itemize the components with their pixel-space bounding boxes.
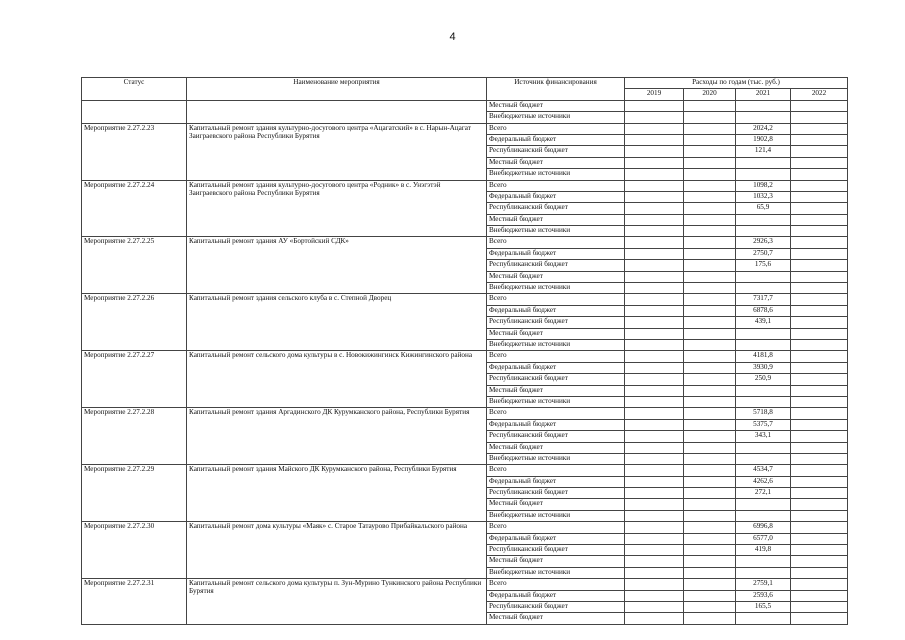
amount-2022	[791, 146, 848, 157]
amount-2022	[791, 613, 848, 624]
funding-source-cell: Федеральный бюджет	[487, 305, 625, 316]
amount-2020	[684, 237, 736, 248]
funding-source-cell: Всего	[487, 294, 625, 305]
amount-2021	[736, 157, 791, 168]
table-row	[82, 294, 848, 305]
amount-2020	[684, 408, 736, 419]
amount-2022	[791, 134, 848, 145]
amount-2021	[736, 328, 791, 339]
amount-2021	[736, 169, 791, 180]
amount-2021	[736, 442, 791, 453]
table-body	[82, 100, 848, 624]
amount-2020	[684, 488, 736, 499]
amount-2022	[791, 396, 848, 407]
amount-2021: 1902,8	[736, 134, 791, 145]
amount-2020	[684, 431, 736, 442]
amount-2019	[625, 419, 684, 430]
amount-2019	[625, 351, 684, 362]
funding-source-cell: Местный бюджет	[487, 100, 625, 111]
funding-source-cell: Республиканский бюджет	[487, 601, 625, 612]
amount-2022	[791, 237, 848, 248]
amount-2021: 1098,2	[736, 180, 791, 191]
amount-2021: 2024,2	[736, 123, 791, 134]
funding-source-cell: Местный бюджет	[487, 499, 625, 510]
amount-2022	[791, 214, 848, 225]
amount-2021: 272,1	[736, 488, 791, 499]
funding-source-cell: Республиканский бюджет	[487, 488, 625, 499]
amount-2019	[625, 248, 684, 259]
amount-2020	[684, 556, 736, 567]
amount-2022	[791, 294, 848, 305]
amount-2020	[684, 180, 736, 191]
amount-cell	[684, 112, 736, 123]
amount-2019	[625, 408, 684, 419]
funding-source-cell: Республиканский бюджет	[487, 374, 625, 385]
amount-2019	[625, 169, 684, 180]
amount-2019	[625, 488, 684, 499]
amount-2022	[791, 271, 848, 282]
amount-2021: 343,1	[736, 431, 791, 442]
funding-source-cell: Всего	[487, 465, 625, 476]
amount-2022	[791, 567, 848, 578]
amount-2022	[791, 191, 848, 202]
amount-2022	[791, 169, 848, 180]
funding-source-cell: Всего	[487, 180, 625, 191]
amount-2022	[791, 157, 848, 168]
funding-source-cell: Федеральный бюджет	[487, 419, 625, 430]
measure-name: Капитальный ремонт здания Аргадинского ДК Курумканского района, Республики Бурятия	[187, 408, 487, 465]
amount-2019	[625, 339, 684, 350]
amount-2021: 2593,6	[736, 590, 791, 601]
measure-name-cell	[187, 112, 487, 123]
amount-2020	[684, 294, 736, 305]
amount-2020	[684, 191, 736, 202]
funding-source-cell: Внебюджетные источники	[487, 453, 625, 464]
measure-name-cell	[187, 100, 487, 111]
amount-2019	[625, 374, 684, 385]
amount-2019	[625, 556, 684, 567]
amount-2020	[684, 226, 736, 237]
amount-2022	[791, 283, 848, 294]
funding-source-cell: Внебюджетные источники	[487, 283, 625, 294]
amount-2019	[625, 157, 684, 168]
amount-2020	[684, 248, 736, 259]
measure-name: Капитальный ремонт здания АУ «Бортойский СДК»	[187, 237, 487, 294]
amount-2022	[791, 374, 848, 385]
amount-2021: 439,1	[736, 317, 791, 328]
amount-2022	[791, 453, 848, 464]
measure-status: Мероприятие 2.27.2.27	[82, 351, 187, 408]
funding-source-cell: Внебюджетные источники	[487, 510, 625, 521]
amount-2020	[684, 134, 736, 145]
measure-status: Мероприятие 2.27.2.28	[82, 408, 187, 465]
amount-2020	[684, 260, 736, 271]
amount-2019	[625, 590, 684, 601]
funding-source-cell: Федеральный бюджет	[487, 191, 625, 202]
amount-2019	[625, 317, 684, 328]
table-row	[82, 351, 848, 362]
funding-source-cell: Внебюджетные источники	[487, 226, 625, 237]
funding-source-cell: Внебюджетные источники	[487, 567, 625, 578]
amount-2019	[625, 191, 684, 202]
amount-2019	[625, 465, 684, 476]
amount-2021: 65,9	[736, 203, 791, 214]
amount-2020	[684, 385, 736, 396]
funding-source-cell: Местный бюджет	[487, 157, 625, 168]
amount-2021: 7317,7	[736, 294, 791, 305]
amount-2022	[791, 601, 848, 612]
amount-2022	[791, 533, 848, 544]
amount-2020	[684, 146, 736, 157]
amount-2020	[684, 453, 736, 464]
table-row	[82, 237, 848, 248]
amount-2019	[625, 385, 684, 396]
amount-2019	[625, 510, 684, 521]
funding-source-cell: Местный бюджет	[487, 442, 625, 453]
funding-source-cell: Федеральный бюджет	[487, 134, 625, 145]
amount-2021: 6878,6	[736, 305, 791, 316]
header-year: 2019	[625, 89, 684, 100]
amount-2022	[791, 339, 848, 350]
status-cell	[82, 100, 187, 111]
amount-2020	[684, 533, 736, 544]
funding-source-cell: Федеральный бюджет	[487, 362, 625, 373]
amount-2020	[684, 545, 736, 556]
amount-2020	[684, 442, 736, 453]
amount-2019	[625, 453, 684, 464]
funding-source-cell: Внебюджетные источники	[487, 339, 625, 350]
amount-cell	[625, 112, 684, 123]
header-expenses: Расходы по годам (тыс. руб.)	[625, 78, 848, 89]
amount-2019	[625, 442, 684, 453]
amount-2021	[736, 283, 791, 294]
amount-2021: 4534,7	[736, 465, 791, 476]
amount-2021: 3930,9	[736, 362, 791, 373]
amount-2021: 6577,0	[736, 533, 791, 544]
measure-status: Мероприятие 2.27.2.31	[82, 579, 187, 625]
amount-2019	[625, 396, 684, 407]
header-name: Наименование мероприятия	[187, 78, 487, 101]
funding-source-cell: Всего	[487, 351, 625, 362]
amount-2022	[791, 317, 848, 328]
amount-2019	[625, 123, 684, 134]
amount-2022	[791, 328, 848, 339]
amount-2019	[625, 499, 684, 510]
funding-source-cell: Всего	[487, 522, 625, 533]
amount-2021	[736, 214, 791, 225]
amount-2021	[736, 567, 791, 578]
amount-2019	[625, 134, 684, 145]
amount-2021	[736, 510, 791, 521]
amount-2022	[791, 260, 848, 271]
budget-table	[81, 77, 848, 625]
table-row	[82, 123, 848, 134]
measure-status: Мероприятие 2.27.2.29	[82, 465, 187, 522]
measure-name: Капитальный ремонт здания культурно-досугового центра «Родник» в с. Унэгэтэй Заиграевского района Республики Бурятия	[187, 180, 487, 237]
amount-2021: 165,5	[736, 601, 791, 612]
amount-2020	[684, 522, 736, 533]
funding-source-cell: Республиканский бюджет	[487, 431, 625, 442]
amount-2021: 2926,3	[736, 237, 791, 248]
measure-name: Капитальный ремонт здания сельского клуба в с. Степной Дворец	[187, 294, 487, 351]
amount-2022	[791, 442, 848, 453]
amount-2022	[791, 476, 848, 487]
amount-cell	[736, 100, 791, 111]
amount-2022	[791, 510, 848, 521]
funding-source-cell: Всего	[487, 579, 625, 590]
funding-source-cell: Республиканский бюджет	[487, 260, 625, 271]
funding-source-cell: Внебюджетные источники	[487, 169, 625, 180]
amount-2022	[791, 431, 848, 442]
amount-2021: 2750,7	[736, 248, 791, 259]
amount-2020	[684, 351, 736, 362]
funding-source-cell: Всего	[487, 237, 625, 248]
amount-2019	[625, 203, 684, 214]
header-status: Статус	[82, 78, 187, 101]
amount-2019	[625, 579, 684, 590]
amount-2022	[791, 180, 848, 191]
amount-2020	[684, 510, 736, 521]
amount-2020	[684, 271, 736, 282]
amount-2019	[625, 567, 684, 578]
measure-name: Капитальный ремонт здания Майского ДК Курумканского района, Республики Бурятия	[187, 465, 487, 522]
measure-name: Капитальный ремонт здания культурно-досугового центра «Ацагатский» в с. Нарын-Ацагат Заиграевского района Республики Бурятия	[187, 123, 487, 180]
amount-2019	[625, 214, 684, 225]
page-number: 4	[449, 31, 456, 43]
amount-2020	[684, 203, 736, 214]
amount-2022	[791, 351, 848, 362]
amount-2022	[791, 123, 848, 134]
amount-2019	[625, 226, 684, 237]
funding-source-cell: Федеральный бюджет	[487, 533, 625, 544]
amount-2019	[625, 283, 684, 294]
header-year: 2020	[684, 89, 736, 100]
measure-status: Мероприятие 2.27.2.26	[82, 294, 187, 351]
amount-2019	[625, 260, 684, 271]
funding-source-cell: Местный бюджет	[487, 556, 625, 567]
table-row	[82, 112, 848, 123]
amount-2020	[684, 328, 736, 339]
status-cell	[82, 112, 187, 123]
amount-2022	[791, 522, 848, 533]
funding-source-cell: Внебюджетные источники	[487, 112, 625, 123]
amount-2020	[684, 283, 736, 294]
amount-2020	[684, 465, 736, 476]
amount-2019	[625, 431, 684, 442]
amount-2019	[625, 328, 684, 339]
amount-2019	[625, 476, 684, 487]
amount-2019	[625, 545, 684, 556]
table-row	[82, 100, 848, 111]
amount-2022	[791, 362, 848, 373]
measure-status: Мероприятие 2.27.2.23	[82, 123, 187, 180]
amount-2020	[684, 362, 736, 373]
funding-source-cell: Федеральный бюджет	[487, 476, 625, 487]
amount-2021: 419,8	[736, 545, 791, 556]
measure-status: Мероприятие 2.27.2.24	[82, 180, 187, 237]
table-row	[82, 465, 848, 476]
amount-2021: 121,4	[736, 146, 791, 157]
amount-2022	[791, 385, 848, 396]
amount-2020	[684, 590, 736, 601]
measure-status: Мероприятие 2.27.2.30	[82, 522, 187, 579]
amount-2020	[684, 123, 736, 134]
amount-2021: 250,9	[736, 374, 791, 385]
amount-2022	[791, 556, 848, 567]
table-row	[82, 522, 848, 533]
amount-2021: 175,6	[736, 260, 791, 271]
amount-2022	[791, 408, 848, 419]
header-year: 2021	[736, 89, 791, 100]
measure-name: Капитальный ремонт сельского дома культуры п. Зун-Мурино Тункинского района Республики Бурятия	[187, 579, 487, 625]
amount-2021	[736, 271, 791, 282]
amount-2020	[684, 317, 736, 328]
amount-2021	[736, 613, 791, 624]
table-row	[82, 579, 848, 590]
funding-source-cell: Федеральный бюджет	[487, 248, 625, 259]
amount-2019	[625, 362, 684, 373]
amount-2021: 5718,8	[736, 408, 791, 419]
funding-source-cell: Республиканский бюджет	[487, 203, 625, 214]
funding-source-cell: Республиканский бюджет	[487, 545, 625, 556]
amount-2020	[684, 499, 736, 510]
amount-2020	[684, 396, 736, 407]
amount-2022	[791, 419, 848, 430]
amount-2020	[684, 157, 736, 168]
amount-2022	[791, 579, 848, 590]
amount-2019	[625, 601, 684, 612]
amount-2020	[684, 476, 736, 487]
table-row	[82, 408, 848, 419]
funding-source-cell: Всего	[487, 123, 625, 134]
amount-2019	[625, 180, 684, 191]
funding-source-cell: Республиканский бюджет	[487, 317, 625, 328]
funding-source-cell: Местный бюджет	[487, 613, 625, 624]
amount-2021	[736, 556, 791, 567]
header-source: Источник финансирования	[487, 78, 625, 101]
amount-2021: 1032,3	[736, 191, 791, 202]
funding-source-cell: Местный бюджет	[487, 271, 625, 282]
amount-2021: 4181,8	[736, 351, 791, 362]
amount-2019	[625, 271, 684, 282]
funding-source-cell: Федеральный бюджет	[487, 590, 625, 601]
amount-2021: 6996,8	[736, 522, 791, 533]
funding-source-cell: Всего	[487, 408, 625, 419]
amount-2021	[736, 226, 791, 237]
amount-2021: 2759,1	[736, 579, 791, 590]
amount-2022	[791, 499, 848, 510]
measure-name: Капитальный ремонт сельского дома культуры в с. Новокижингинск Кижингинского района	[187, 351, 487, 408]
amount-2022	[791, 465, 848, 476]
measure-name: Капитальный ремонт дома культуры «Маяк» с. Старое Татаурово Прибайкальского района	[187, 522, 487, 579]
funding-source-cell: Местный бюджет	[487, 385, 625, 396]
amount-2020	[684, 601, 736, 612]
amount-2020	[684, 169, 736, 180]
amount-cell	[684, 100, 736, 111]
amount-cell	[791, 100, 848, 111]
amount-2021: 5375,7	[736, 419, 791, 430]
amount-2019	[625, 146, 684, 157]
amount-2020	[684, 339, 736, 350]
amount-2020	[684, 305, 736, 316]
amount-2021	[736, 339, 791, 350]
amount-2022	[791, 203, 848, 214]
amount-2022	[791, 305, 848, 316]
amount-2022	[791, 488, 848, 499]
amount-2019	[625, 237, 684, 248]
amount-2020	[684, 374, 736, 385]
header-year: 2022	[791, 89, 848, 100]
amount-2019	[625, 522, 684, 533]
amount-2020	[684, 579, 736, 590]
amount-2020	[684, 567, 736, 578]
amount-cell	[625, 100, 684, 111]
amount-2020	[684, 613, 736, 624]
funding-source-cell: Внебюджетные источники	[487, 396, 625, 407]
amount-2019	[625, 294, 684, 305]
amount-2021	[736, 396, 791, 407]
amount-2021	[736, 385, 791, 396]
measure-status: Мероприятие 2.27.2.25	[82, 237, 187, 294]
amount-2020	[684, 419, 736, 430]
amount-cell	[791, 112, 848, 123]
amount-2022	[791, 590, 848, 601]
funding-source-cell: Местный бюджет	[487, 214, 625, 225]
amount-2022	[791, 226, 848, 237]
amount-2020	[684, 214, 736, 225]
table-row	[82, 180, 848, 191]
amount-2021	[736, 453, 791, 464]
funding-source-cell: Местный бюджет	[487, 328, 625, 339]
amount-2019	[625, 613, 684, 624]
amount-2022	[791, 545, 848, 556]
amount-cell	[736, 112, 791, 123]
amount-2019	[625, 305, 684, 316]
amount-2019	[625, 533, 684, 544]
funding-source-cell: Республиканский бюджет	[487, 146, 625, 157]
amount-2021: 4262,6	[736, 476, 791, 487]
amount-2022	[791, 248, 848, 259]
amount-2021	[736, 499, 791, 510]
